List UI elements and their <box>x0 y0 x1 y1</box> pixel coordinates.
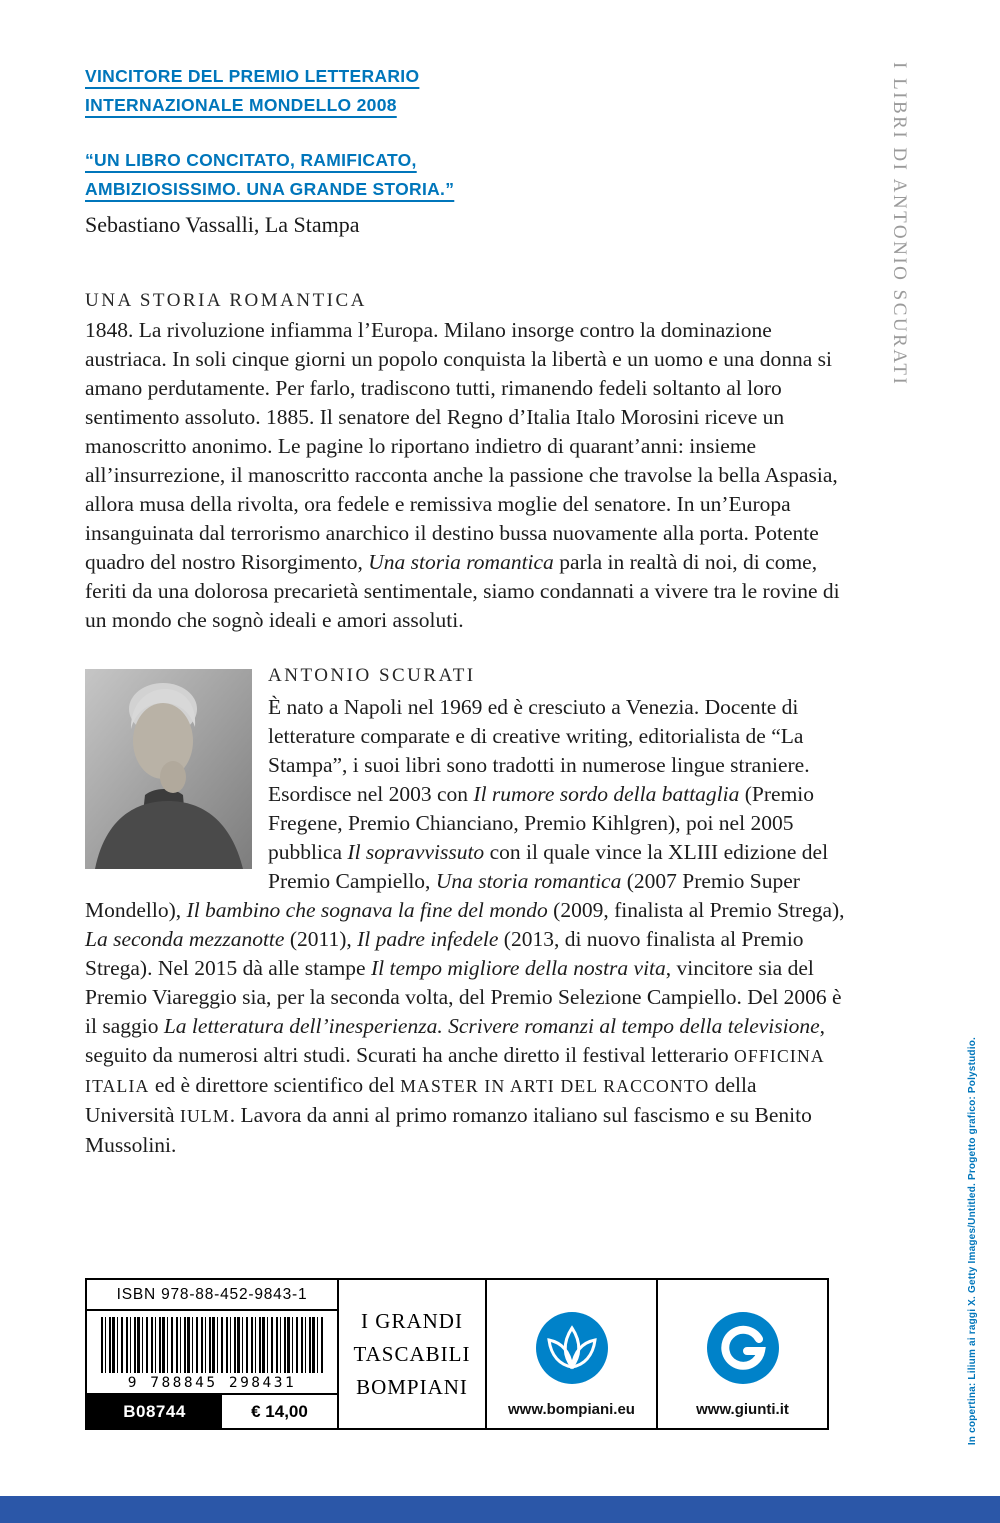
giunti-cell <box>656 1280 827 1428</box>
barcode-bars <box>101 1317 323 1373</box>
series-line-3: BOMPIANI <box>356 1374 468 1399</box>
footer-strip <box>85 1278 829 1430</box>
giunti-logo-icon <box>706 1311 780 1385</box>
barcode <box>87 1311 337 1393</box>
bompiani-flower-icon <box>535 1311 609 1385</box>
quote-attribution: Sebastiano Vassalli, La Stampa <box>85 212 360 237</box>
bompiani-url: www.bompiani.eu <box>508 1401 635 1418</box>
ean-digits: 9 788845 298431 <box>127 1375 297 1391</box>
author-photo <box>85 669 252 869</box>
giunti-url: www.giunti.it <box>696 1401 789 1418</box>
product-code: B08744 <box>87 1395 222 1428</box>
price-row <box>87 1393 337 1428</box>
synopsis-text: 1848. La rivoluzione infiamma l’Europa. Milano insorge contro la dominazione austriaca. In soli cinque giorni un popolo conquista la libertà e un uomo e una donna si amano perdutamente. Per farlo, tradiscono tutti, rimanendo fedeli soltanto al loro sentimento assoluto. 1885. Il senatore del Regno d’Italia Italo Morosini riceve un manoscritto anonimo. Le pagine lo riportano indietro di quarant’anni: insieme all’insurrezione, il manoscritto racconta anche la passione che travolse la bella Aspasia, allora musa della rivolta, ora fedele e remissiva moglie del senatore. In un’Europa insanguinata dal terrorismo anarchico il destino bussa nuovamente alla porta. Potente quadro del nostro Risorgimento, Una storia romantica parla in realtà di noi, di come, feriti da una dolorosa precarietà sentimentale, siamo condannati a vivere tra le rovine di un mondo che sognò ideali e amori assoluti. <box>85 318 840 632</box>
synopsis-title: UNA STORIA ROMANTICA <box>85 290 367 311</box>
author-section <box>85 665 847 1160</box>
series-line-2: TASCABILI <box>353 1341 471 1366</box>
price: € 14,00 <box>222 1395 337 1428</box>
bompiani-cell <box>485 1280 656 1428</box>
main-column <box>85 62 847 1160</box>
award-banner: VINCITORE DEL PREMIO LETTERARIO INTERNAZIONALE MONDELLO 2008 <box>85 66 420 115</box>
press-quote: “UN LIBRO CONCITATO, RAMIFICATO, AMBIZIOSISSIMO. UNA GRANDE STORIA.” <box>85 150 455 199</box>
bottom-color-bar <box>0 1496 1000 1523</box>
author-name: ANTONIO SCURATI <box>268 665 476 686</box>
spine-vertical-text: I LIBRI DI ANTONIO SCURATI <box>889 62 910 387</box>
author-bio: È nato a Napoli nel 1969 ed è cresciuto a Venezia. Docente di letterature comparate e di creative writing, editorialista de “La Stampa”, i suoi libri sono tradotti in numerose lingue straniere. Esordisce nel 2003 con Il rumore sordo della battaglia (Premio Fregene, Premio Chianciano, Premio Kihlgren), poi nel 2005 pubblica Il sopravvissuto con il quale vince la XLIII edizione del Premio Campiello, Una storia romantica (2007 Premio Super Mondello), Il bambino che sognava la fine del mondo (2009, finalista al Premio Strega), La seconda mezzanotte (2011), Il padre infedele (2013, di nuovo finalista al Premio Strega). Nel 2015 dà alle stampe Il tempo migliore della nostra vita, vincitore sia del Premio Viareggio sia, per la seconda volta, del Premio Selezione Campiello. Del 2006 è il saggio La letteratura dell’inesperienza. Scrivere romanzi al tempo della televisione, seguito da numerosi altri studi. Scurati ha anche diretto il festival letterario OFFICINA ITALIA ed è direttore scientifico del MASTER IN ARTI DEL RACCONTO della Università IULM. Lavora da anni al primo romanzo italiano sul fascismo e su Benito Mussolini. <box>85 695 845 1157</box>
cover-credit-vertical-text: In copertina: Lilium ai raggi X. Getty Images/Untitled. Progetto grafico: Polystudio. <box>967 1036 978 1445</box>
isbn-label: ISBN 978-88-452-9843-1 <box>87 1280 337 1311</box>
series-line-1: I GRANDI <box>361 1308 463 1333</box>
barcode-cell <box>87 1280 337 1428</box>
series-name <box>337 1280 485 1428</box>
